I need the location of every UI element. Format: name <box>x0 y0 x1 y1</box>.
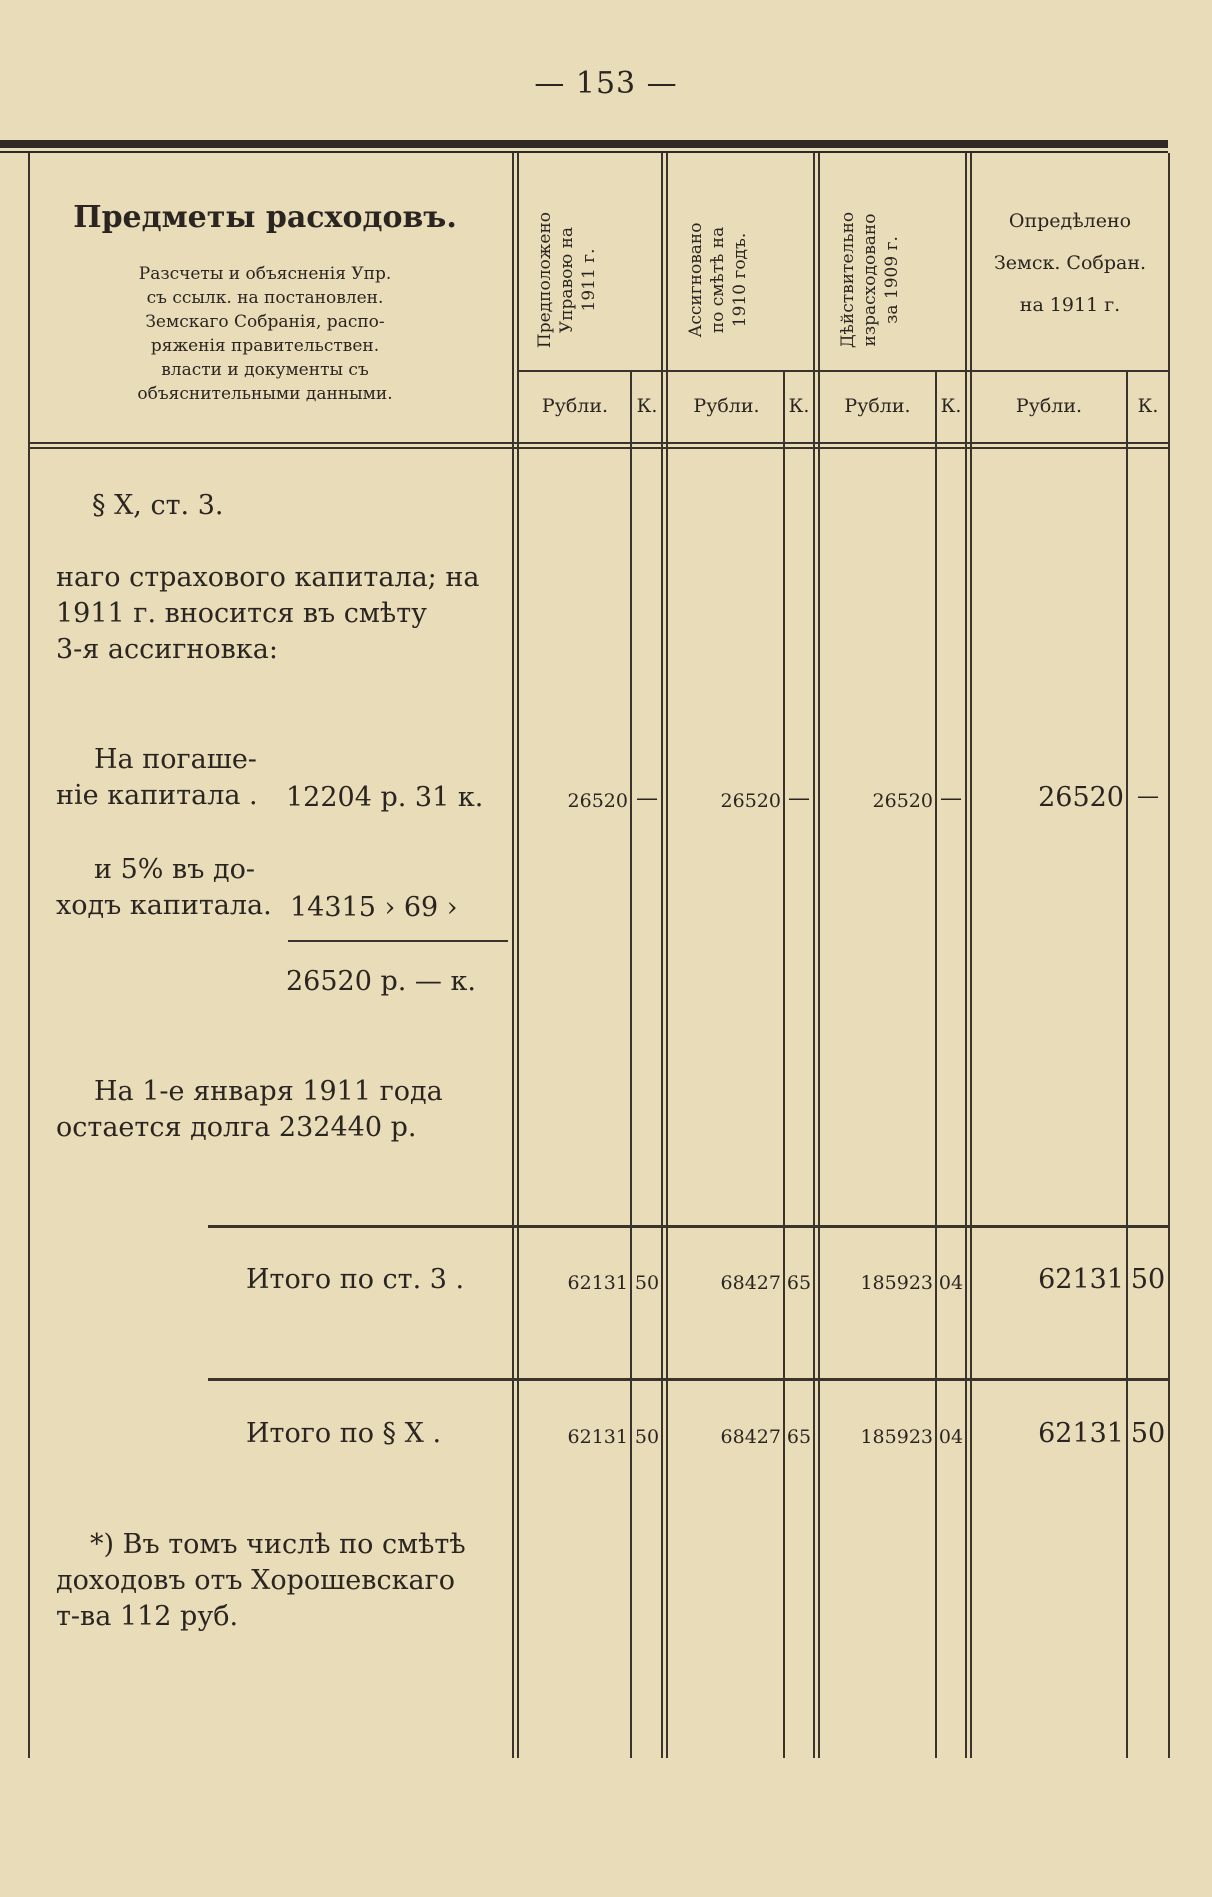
header-bottom-rule <box>28 447 1168 449</box>
sum-total: 26520 р. — к. <box>286 966 476 997</box>
page-number: — 153 — <box>534 66 678 101</box>
unit-rubles: Рубли. <box>844 395 911 417</box>
interest-value: 14315 › 69 › <box>290 892 458 923</box>
col-assigned-header: Ассигновано по смѣтѣ на 1910 годъ. <box>686 222 750 338</box>
repay-fixed-kop: — <box>1137 784 1159 809</box>
col-divider <box>970 153 972 1758</box>
debt-note: На 1-е января 1911 года остается долга 232440 р. <box>56 1076 443 1143</box>
unit-rubles: Рубли. <box>693 395 760 417</box>
total-rule <box>208 1225 1168 1228</box>
col-divider <box>666 153 668 1758</box>
section-heading: § X, ст. 3. <box>92 490 224 521</box>
total-paragraph-spent-r: 185923 <box>860 1426 933 1448</box>
col-divider <box>1126 370 1128 1758</box>
repay-spent: 26520 <box>872 790 933 812</box>
top-rule-thin <box>0 151 1168 153</box>
unit-rubles: Рубли. <box>541 395 609 417</box>
repay-assigned: 26520 <box>720 790 781 812</box>
total-paragraph-assigned-r: 68427 <box>720 1426 781 1448</box>
repay-proposed-kop: — <box>636 786 658 811</box>
repay-spent-kop: — <box>940 786 962 811</box>
total-article-proposed-k: 50 <box>634 1272 660 1294</box>
header-description: Разсчеты и объясненія Упр. съ ссылк. на постановлен. Земскаго Собранія, распо- ряженія правительствен. власти и документы съ объяснительными данными. <box>137 264 393 404</box>
col-fixed-header: Опредѣлено Земск. Собран. на 1911 г. <box>993 210 1147 316</box>
sum-rule <box>288 940 508 942</box>
total-article-assigned-r: 68427 <box>720 1272 781 1294</box>
col-divider <box>813 153 815 1758</box>
interest-label: и 5% въ до- ходъ капитала. <box>56 854 272 921</box>
col-divider <box>935 370 937 1758</box>
total-article-spent-k: 04 <box>938 1272 964 1294</box>
col-divider <box>965 153 967 1758</box>
total-rule <box>208 1378 1168 1381</box>
repay-proposed: 26520 <box>567 790 628 812</box>
table-border-right <box>1168 153 1170 1758</box>
unit-kop: К. <box>940 395 962 417</box>
total-article-proposed-r: 62131 <box>567 1272 628 1294</box>
unit-rubles: Рубли. <box>1015 395 1083 417</box>
unit-kop: К. <box>1137 395 1159 417</box>
col-divider <box>517 153 519 1758</box>
total-article-assigned-k: 65 <box>786 1272 812 1294</box>
unit-kop: К. <box>636 395 658 417</box>
header-bottom-rule <box>28 442 1168 444</box>
col-divider <box>512 153 514 1758</box>
col-proposed-header: Предположено Управою на 1911 г. <box>535 211 599 349</box>
repay-value: 12204 р. 31 к. <box>286 782 484 813</box>
footnote: *) Въ томъ числѣ по смѣтѣ доходовъ отъ Хорошевскаго т-ва 112 руб. <box>56 1529 466 1632</box>
repay-fixed: 26520 <box>1038 782 1124 813</box>
total-paragraph-fixed-r: 62131 <box>1038 1418 1124 1449</box>
total-paragraph-label: Итого по § X . <box>246 1418 442 1449</box>
col-divider <box>630 370 632 1758</box>
total-paragraph-fixed-k: 50 <box>1130 1418 1166 1449</box>
col-divider <box>818 153 820 1758</box>
total-article-label: Итого по ст. 3 . <box>246 1264 465 1295</box>
col-divider <box>783 370 785 1758</box>
total-article-fixed-r: 62131 <box>1038 1264 1124 1295</box>
unit-kop: К. <box>788 395 810 417</box>
total-paragraph-proposed-k: 50 <box>634 1426 660 1448</box>
repay-label: На погаше- ніе капитала . <box>56 744 258 811</box>
header-title: Предметы расходовъ. <box>73 200 457 235</box>
col-divider <box>661 153 663 1758</box>
col-spent-header: Дѣйствительно израсходовано за 1909 г. <box>838 211 902 349</box>
table-border-left <box>28 153 30 1758</box>
paragraph: наго страхового капитала; на 1911 г. вносится въ смѣту 3-я ассигновка: <box>56 562 480 665</box>
total-paragraph-spent-k: 04 <box>938 1426 964 1448</box>
total-paragraph-assigned-k: 65 <box>786 1426 812 1448</box>
repay-assigned-kop: — <box>788 786 810 811</box>
top-rule <box>0 140 1168 148</box>
total-paragraph-proposed-r: 62131 <box>567 1426 628 1448</box>
total-article-fixed-k: 50 <box>1130 1264 1166 1295</box>
total-article-spent-r: 185923 <box>860 1272 933 1294</box>
